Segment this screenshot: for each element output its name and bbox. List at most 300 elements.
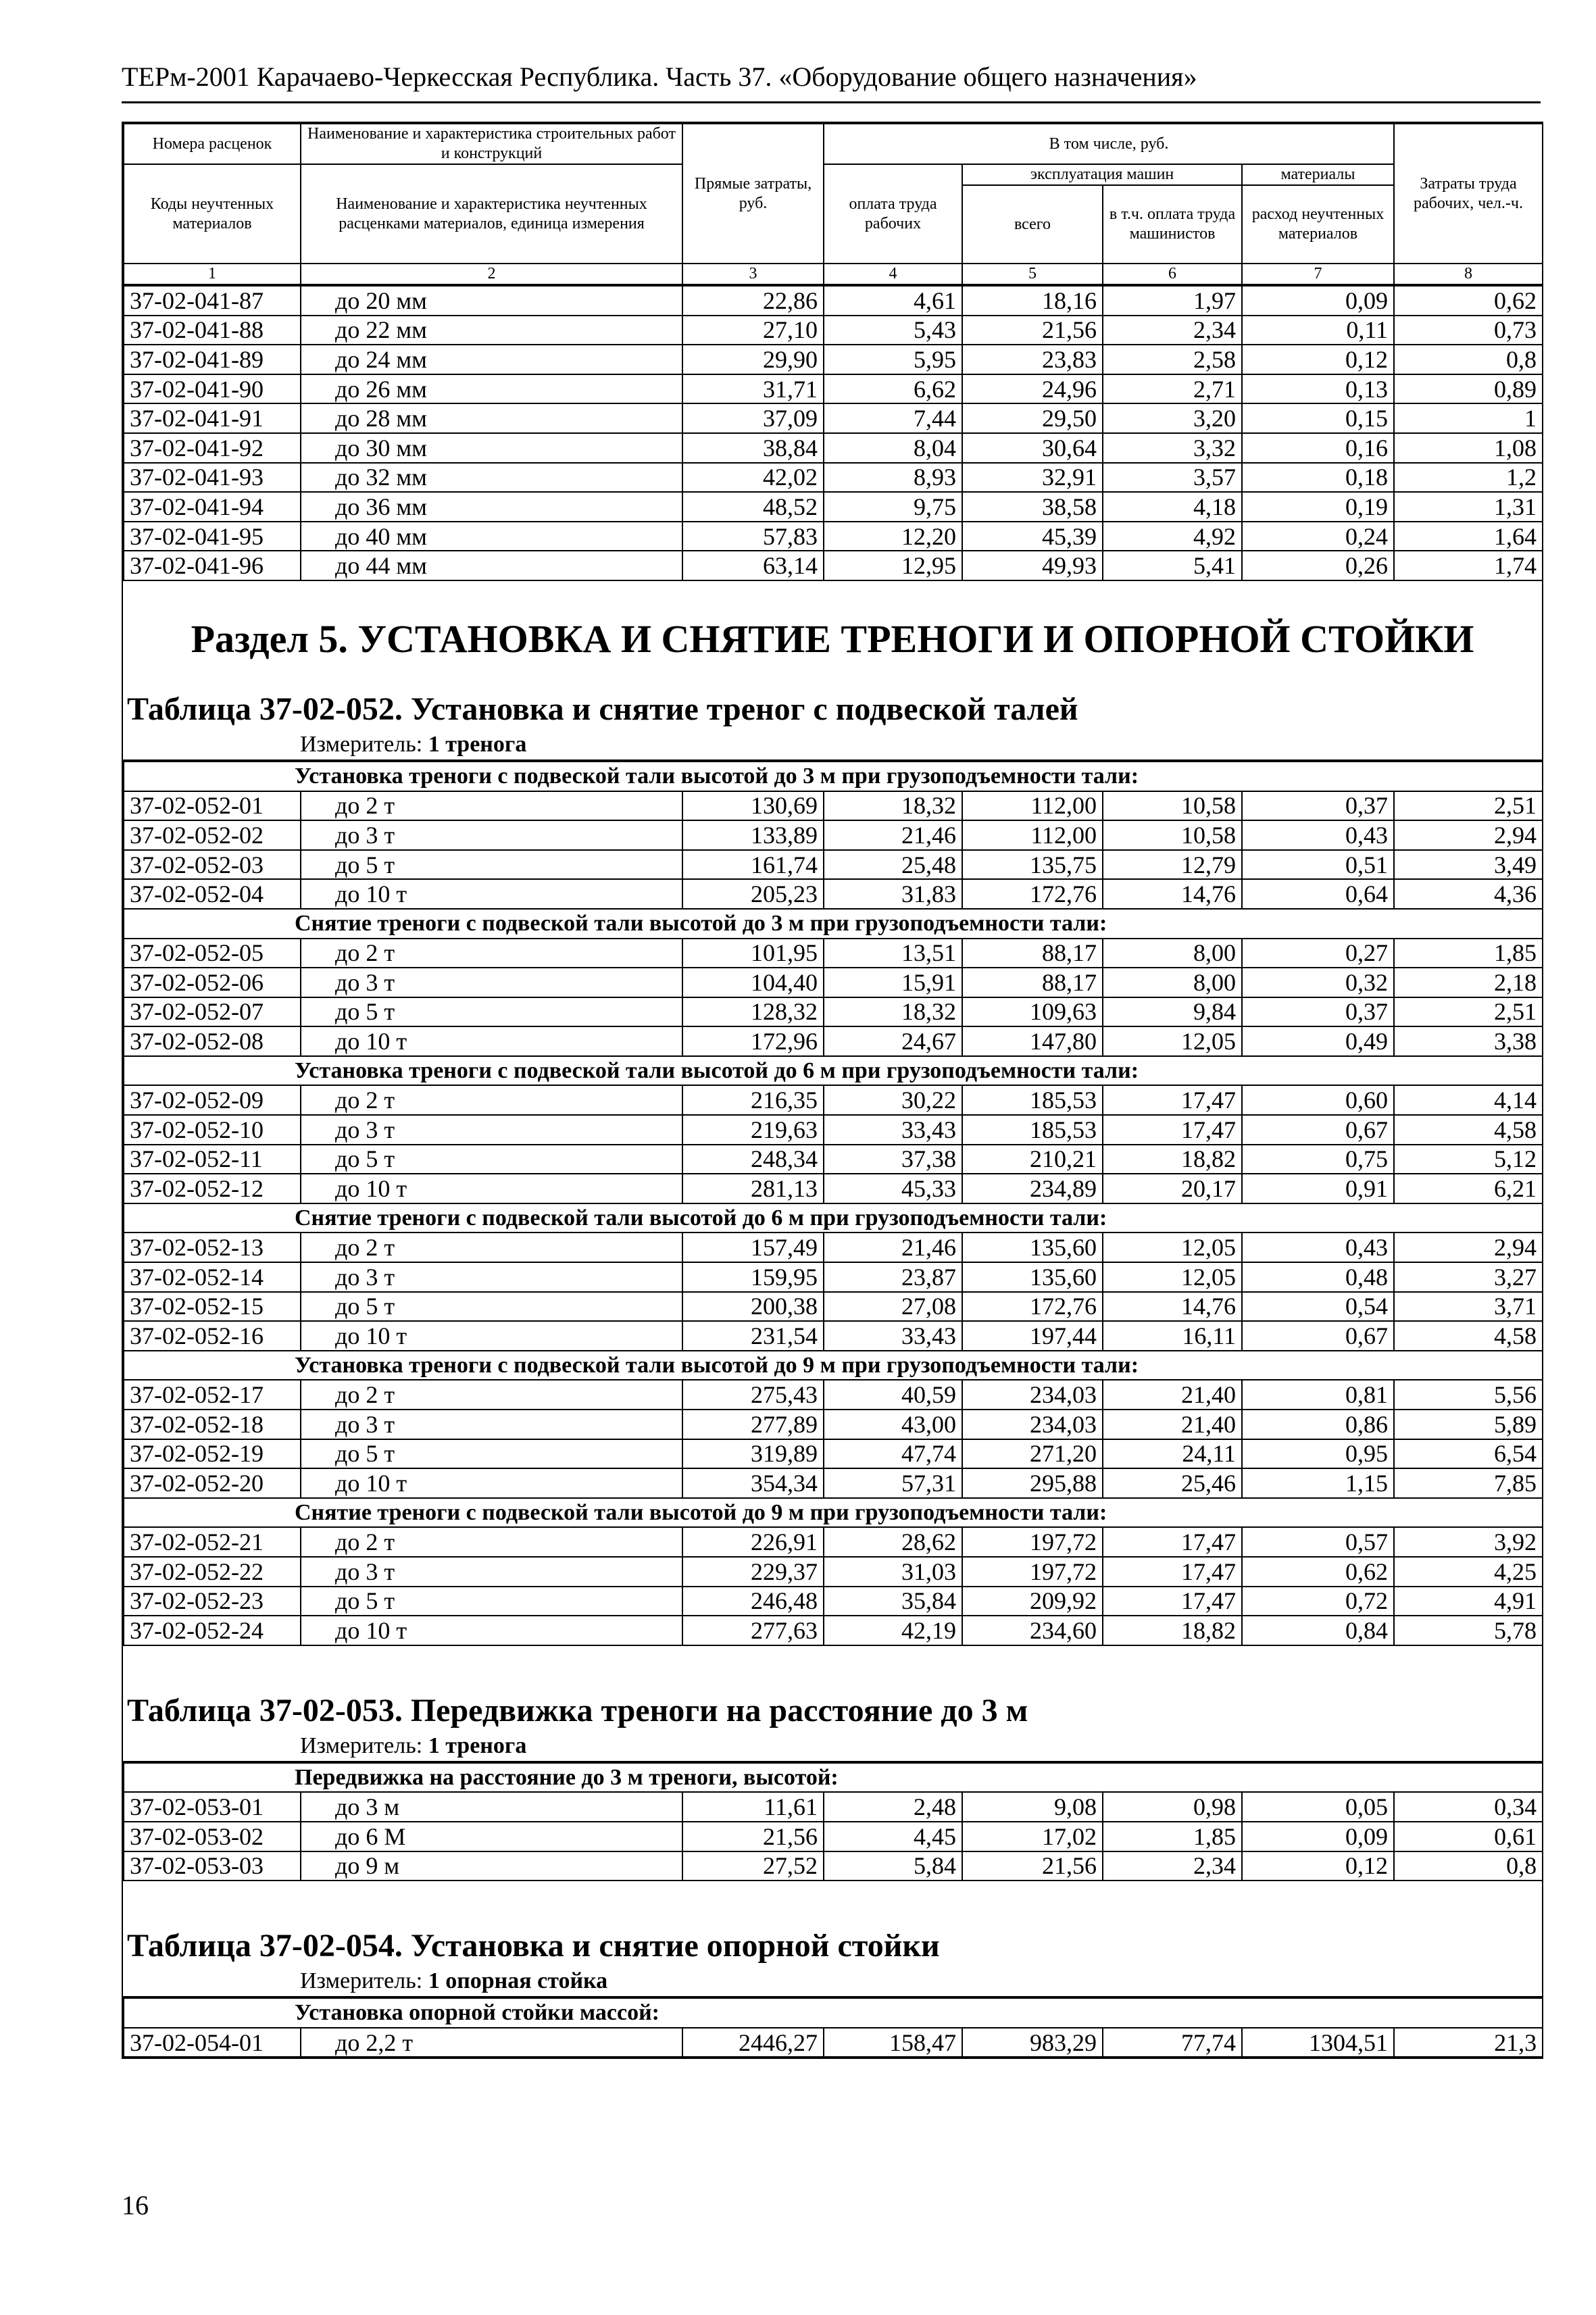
machinist-pay-cell: 18,82: [1103, 1616, 1242, 1645]
work-name-cell: до 10 т: [301, 879, 682, 909]
work-name-cell: до 3 т: [301, 1262, 682, 1292]
direct-costs-cell: 216,35: [682, 1085, 824, 1115]
direct-costs-cell: 11,61: [682, 1792, 824, 1822]
unit-label: Измеритель:: [300, 1733, 428, 1758]
work-name-cell: до 2 т: [301, 791, 682, 821]
column-number: 8: [1394, 264, 1543, 284]
work-name-cell: до 26 мм: [301, 374, 682, 404]
labor-costs-cell: 6,21: [1394, 1174, 1543, 1203]
labor-costs-cell: 5,78: [1394, 1616, 1543, 1645]
rate-code-cell: 37-02-053-02: [124, 1822, 301, 1851]
machinist-pay-cell: 4,18: [1103, 492, 1242, 522]
rate-code-cell: 37-02-052-11: [124, 1145, 301, 1174]
machines-total-cell: 17,02: [962, 1822, 1103, 1851]
materials-use-cell: 1,15: [1242, 1468, 1394, 1498]
column-number: 1: [124, 264, 301, 284]
rate-code-cell: 37-02-052-14: [124, 1262, 301, 1292]
rate-code-cell: 37-02-052-23: [124, 1587, 301, 1616]
machinist-pay-cell: 3,57: [1103, 463, 1242, 493]
group-heading-row: [124, 1203, 1543, 1233]
table-row: [124, 1380, 1543, 1410]
materials-use-cell: 0,18: [1242, 463, 1394, 493]
table-054-unit: [123, 1966, 1542, 1997]
rate-code-cell: 37-02-041-93: [124, 463, 301, 493]
table-row: [124, 1321, 1543, 1351]
worker-pay-cell: 25,48: [824, 850, 962, 880]
direct-costs-cell: 27,10: [682, 316, 824, 345]
worker-pay-cell: 30,22: [824, 1085, 962, 1115]
worker-pay-cell: 27,08: [824, 1292, 962, 1322]
machines-total-cell: 197,44: [962, 1321, 1103, 1351]
machines-total-cell: 32,91: [962, 463, 1103, 493]
rate-code-cell: 37-02-052-18: [124, 1410, 301, 1439]
table-row: [124, 1174, 1543, 1203]
machinist-pay-cell: 1,85: [1103, 1822, 1242, 1851]
materials-use-cell: 0,64: [1242, 879, 1394, 909]
materials-use-cell: 0,86: [1242, 1410, 1394, 1439]
table-row: [124, 492, 1543, 522]
unit-value: 1 тренога: [428, 731, 527, 757]
header-machine-operation: эксплуатация машин: [962, 164, 1242, 185]
machinist-pay-cell: 4,92: [1103, 522, 1242, 551]
table-row: [124, 1616, 1543, 1645]
page-number: 16: [122, 2190, 149, 2220]
table-row: [124, 1439, 1543, 1469]
materials-use-cell: 0,15: [1242, 403, 1394, 433]
work-name-cell: до 2 т: [301, 1380, 682, 1410]
labor-costs-cell: 6,54: [1394, 1439, 1543, 1469]
machinist-pay-cell: 14,76: [1103, 879, 1242, 909]
table-041-rows: [123, 285, 1543, 581]
rate-code-cell: 37-02-052-03: [124, 850, 301, 880]
column-number: 3: [682, 264, 824, 284]
worker-pay-cell: 8,93: [824, 463, 962, 493]
table-row: [124, 551, 1543, 580]
rate-code-cell: 37-02-041-96: [124, 551, 301, 580]
column-number: 2: [301, 264, 682, 284]
machines-total-cell: 185,53: [962, 1115, 1103, 1145]
table-053-body: [124, 1763, 1543, 1881]
machinist-pay-cell: 2,71: [1103, 374, 1242, 404]
materials-use-cell: 0,67: [1242, 1321, 1394, 1351]
machinist-pay-cell: 17,47: [1103, 1587, 1242, 1616]
materials-use-cell: 0,54: [1242, 1292, 1394, 1322]
table-041-body: [124, 286, 1543, 580]
machines-total-cell: 49,93: [962, 551, 1103, 580]
machinist-pay-cell: 17,47: [1103, 1557, 1242, 1587]
work-name-cell: до 9 м: [301, 1851, 682, 1881]
work-name-cell: до 5 т: [301, 1587, 682, 1616]
direct-costs-cell: 157,49: [682, 1233, 824, 1262]
labor-costs-cell: 0,8: [1394, 345, 1543, 374]
machinist-pay-cell: 3,20: [1103, 403, 1242, 433]
materials-use-cell: 0,67: [1242, 1115, 1394, 1145]
machines-total-cell: 9,08: [962, 1792, 1103, 1822]
direct-costs-cell: 101,95: [682, 939, 824, 968]
machinist-pay-cell: 2,58: [1103, 345, 1242, 374]
rate-code-cell: 37-02-041-88: [124, 316, 301, 345]
rate-code-cell: 37-02-052-20: [124, 1468, 301, 1498]
rate-code-cell: 37-02-052-02: [124, 820, 301, 850]
table-row: [124, 316, 1543, 345]
worker-pay-cell: 42,19: [824, 1616, 962, 1645]
group-heading-row: [124, 1763, 1543, 1793]
labor-costs-cell: 1,08: [1394, 433, 1543, 463]
direct-costs-cell: 275,43: [682, 1380, 824, 1410]
labor-costs-cell: 1,85: [1394, 939, 1543, 968]
group-heading-row: [124, 1998, 1543, 2028]
rate-code-cell: 37-02-053-01: [124, 1792, 301, 1822]
work-name-cell: до 24 мм: [301, 345, 682, 374]
machines-total-cell: 983,29: [962, 2028, 1103, 2058]
materials-use-cell: 1304,51: [1242, 2028, 1394, 2058]
table-row: [124, 522, 1543, 551]
worker-pay-cell: 33,43: [824, 1115, 962, 1145]
machines-total-cell: 185,53: [962, 1085, 1103, 1115]
labor-costs-cell: 21,3: [1394, 2028, 1543, 2058]
machines-total-cell: 209,92: [962, 1587, 1103, 1616]
table-row: [124, 1822, 1543, 1851]
labor-costs-cell: 0,89: [1394, 374, 1543, 404]
table-row: [124, 968, 1543, 997]
materials-use-cell: 0,16: [1242, 433, 1394, 463]
group-heading-row: [124, 1498, 1543, 1528]
machines-total-cell: 112,00: [962, 791, 1103, 821]
labor-costs-cell: 1,2: [1394, 463, 1543, 493]
section-title: Раздел 5. УСТАНОВКА И СНЯТИЕ ТРЕНОГИ И ОПОРНОЙ СТОЙКИ: [191, 616, 1474, 661]
work-name-cell: до 5 т: [301, 1145, 682, 1174]
direct-costs-cell: 42,02: [682, 463, 824, 493]
rate-code-cell: 37-02-041-90: [124, 374, 301, 404]
work-name-cell: до 6 М: [301, 1822, 682, 1851]
rate-code-cell: 37-02-041-94: [124, 492, 301, 522]
direct-costs-cell: 277,63: [682, 1616, 824, 1645]
table-row: [124, 1851, 1543, 1881]
machines-total-cell: 295,88: [962, 1468, 1103, 1498]
materials-use-cell: 0,27: [1242, 939, 1394, 968]
machines-total-cell: 135,60: [962, 1262, 1103, 1292]
direct-costs-cell: 229,37: [682, 1557, 824, 1587]
machinist-pay-cell: 8,00: [1103, 968, 1242, 997]
group-heading: Установка треноги с подвеской тали высотой до 6 м при грузоподъемности тали:: [124, 1056, 1543, 1086]
labor-costs-cell: 3,38: [1394, 1026, 1543, 1056]
work-name-cell: до 5 т: [301, 997, 682, 1027]
work-name-cell: до 10 т: [301, 1616, 682, 1645]
table-053: [123, 1762, 1543, 1881]
machines-total-cell: 172,76: [962, 879, 1103, 909]
group-heading: Установка треноги с подвеской тали высотой до 3 м при грузоподъемности тали:: [124, 762, 1543, 791]
machines-total-cell: 21,56: [962, 316, 1103, 345]
group-heading-row: [124, 1351, 1543, 1380]
materials-use-cell: 0,05: [1242, 1792, 1394, 1822]
worker-pay-cell: 43,00: [824, 1410, 962, 1439]
materials-use-cell: 0,09: [1242, 286, 1394, 316]
worker-pay-cell: 24,67: [824, 1026, 962, 1056]
materials-use-cell: 0,43: [1242, 820, 1394, 850]
rate-code-cell: 37-02-052-12: [124, 1174, 301, 1203]
labor-costs-cell: 0,73: [1394, 316, 1543, 345]
table-row: [124, 791, 1543, 821]
direct-costs-cell: 104,40: [682, 968, 824, 997]
materials-use-cell: 0,84: [1242, 1616, 1394, 1645]
machinist-pay-cell: 16,11: [1103, 1321, 1242, 1351]
labor-costs-cell: 2,18: [1394, 968, 1543, 997]
group-heading: Установка треноги с подвеской тали высотой до 9 м при грузоподъемности тали:: [124, 1351, 1543, 1380]
worker-pay-cell: 28,62: [824, 1527, 962, 1557]
rate-code-cell: 37-02-053-03: [124, 1851, 301, 1881]
machinist-pay-cell: 14,76: [1103, 1292, 1242, 1322]
machinist-pay-cell: 12,05: [1103, 1262, 1242, 1292]
rate-code-cell: 37-02-041-87: [124, 286, 301, 316]
materials-use-cell: 0,48: [1242, 1262, 1394, 1292]
machines-total-cell: 88,17: [962, 939, 1103, 968]
machines-total-cell: 197,72: [962, 1527, 1103, 1557]
labor-costs-cell: 3,71: [1394, 1292, 1543, 1322]
header-material-codes: Коды неучтенных материалов: [124, 164, 301, 264]
rate-code-cell: 37-02-052-13: [124, 1233, 301, 1262]
header-materials: материалы: [1242, 164, 1394, 185]
machinist-pay-cell: 12,79: [1103, 850, 1242, 880]
work-name-cell: до 2 т: [301, 1233, 682, 1262]
worker-pay-cell: 9,75: [824, 492, 962, 522]
machines-total-cell: 18,16: [962, 286, 1103, 316]
work-name-cell: до 5 т: [301, 1439, 682, 1469]
machinist-pay-cell: 10,58: [1103, 820, 1242, 850]
rate-code-cell: 37-02-052-05: [124, 939, 301, 968]
direct-costs-cell: 31,71: [682, 374, 824, 404]
header-machines-total: всего: [962, 185, 1103, 264]
materials-use-cell: 0,57: [1242, 1527, 1394, 1557]
table-row: [124, 1792, 1543, 1822]
labor-costs-cell: 5,12: [1394, 1145, 1543, 1174]
labor-costs-cell: 1,31: [1394, 492, 1543, 522]
machines-total-cell: 271,20: [962, 1439, 1103, 1469]
labor-costs-cell: 4,25: [1394, 1557, 1543, 1587]
worker-pay-cell: 21,46: [824, 820, 962, 850]
rate-code-cell: 37-02-052-01: [124, 791, 301, 821]
table-052-title: Таблица 37-02-052. Установка и снятие треног с подвеской талей: [127, 691, 1078, 727]
worker-pay-cell: 158,47: [824, 2028, 962, 2058]
work-name-cell: до 44 мм: [301, 551, 682, 580]
labor-costs-cell: 1: [1394, 403, 1543, 433]
work-name-cell: до 3 т: [301, 820, 682, 850]
header-unaccounted-materials: расход неучтенных материалов: [1242, 185, 1394, 264]
header-machinist-pay: в т.ч. оплата труда машинистов: [1103, 185, 1242, 264]
table-row: [124, 1145, 1543, 1174]
header-work-name: Наименование и характеристика строительных работ и конструкций: [301, 124, 682, 164]
direct-costs-cell: 57,83: [682, 522, 824, 551]
machines-total-cell: 172,76: [962, 1292, 1103, 1322]
labor-costs-cell: 4,14: [1394, 1085, 1543, 1115]
table-row: [124, 850, 1543, 880]
header-including: В том числе, руб.: [824, 124, 1394, 164]
rate-code-cell: 37-02-052-09: [124, 1085, 301, 1115]
direct-costs-cell: 246,48: [682, 1587, 824, 1616]
rate-code-cell: 37-02-052-21: [124, 1527, 301, 1557]
direct-costs-cell: 354,34: [682, 1468, 824, 1498]
machines-total-cell: 234,60: [962, 1616, 1103, 1645]
work-name-cell: до 3 м: [301, 1792, 682, 1822]
header-material-name: Наименование и характеристика неучтенных расценками материалов, единица измерения: [301, 164, 682, 264]
materials-use-cell: 0,12: [1242, 345, 1394, 374]
table-row: [124, 345, 1543, 374]
work-name-cell: до 3 т: [301, 1115, 682, 1145]
worker-pay-cell: 4,45: [824, 1822, 962, 1851]
materials-use-cell: 0,62: [1242, 1557, 1394, 1587]
materials-use-cell: 0,51: [1242, 850, 1394, 880]
machines-total-cell: 29,50: [962, 403, 1103, 433]
table-row: [124, 463, 1543, 493]
table-row: [124, 1587, 1543, 1616]
rate-code-cell: 37-02-052-06: [124, 968, 301, 997]
materials-use-cell: 0,49: [1242, 1026, 1394, 1056]
labor-costs-cell: 4,36: [1394, 879, 1543, 909]
direct-costs-cell: 161,74: [682, 850, 824, 880]
unit-value: 1 опорная стойка: [428, 1968, 608, 1994]
machines-total-cell: 147,80: [962, 1026, 1103, 1056]
direct-costs-cell: 172,96: [682, 1026, 824, 1056]
worker-pay-cell: 12,20: [824, 522, 962, 551]
machinist-pay-cell: 77,74: [1103, 2028, 1242, 2058]
table-053-title: Таблица 37-02-053. Передвижка треноги на расстояние до 3 м: [127, 1692, 1028, 1728]
worker-pay-cell: 21,46: [824, 1233, 962, 1262]
rate-code-cell: 37-02-052-17: [124, 1380, 301, 1410]
group-heading: Снятие треноги с подвеской тали высотой до 9 м при грузоподъемности тали:: [124, 1498, 1543, 1528]
direct-costs-cell: 22,86: [682, 286, 824, 316]
worker-pay-cell: 5,95: [824, 345, 962, 374]
machinist-pay-cell: 12,05: [1103, 1026, 1242, 1056]
labor-costs-cell: 4,58: [1394, 1321, 1543, 1351]
rate-code-cell: 37-02-052-04: [124, 879, 301, 909]
labor-costs-cell: 3,27: [1394, 1262, 1543, 1292]
machinist-pay-cell: 10,58: [1103, 791, 1242, 821]
machinist-pay-cell: 2,34: [1103, 1851, 1242, 1881]
machinist-pay-cell: 21,40: [1103, 1380, 1242, 1410]
labor-costs-cell: 2,51: [1394, 997, 1543, 1027]
table-row: [124, 1085, 1543, 1115]
direct-costs-cell: 63,14: [682, 551, 824, 580]
table-row: [124, 2028, 1543, 2058]
machines-total-cell: 234,89: [962, 1174, 1103, 1203]
machinist-pay-cell: 18,82: [1103, 1145, 1242, 1174]
rate-code-cell: 37-02-041-95: [124, 522, 301, 551]
header-direct-costs: Прямые затраты, руб.: [682, 124, 824, 264]
machinist-pay-cell: 9,84: [1103, 997, 1242, 1027]
worker-pay-cell: 8,04: [824, 433, 962, 463]
column-number: 6: [1103, 264, 1242, 284]
work-name-cell: до 2 т: [301, 1085, 682, 1115]
machines-total-cell: 210,21: [962, 1145, 1103, 1174]
machines-total-cell: 197,72: [962, 1557, 1103, 1587]
machines-total-cell: 112,00: [962, 820, 1103, 850]
materials-use-cell: 0,24: [1242, 522, 1394, 551]
group-heading: Установка опорной стойки массой:: [124, 1998, 1543, 2028]
work-name-cell: до 40 мм: [301, 522, 682, 551]
machines-total-cell: 38,58: [962, 492, 1103, 522]
worker-pay-cell: 6,62: [824, 374, 962, 404]
worker-pay-cell: 5,43: [824, 316, 962, 345]
unit-label: Измеритель:: [300, 1968, 428, 1994]
table-row: [124, 433, 1543, 463]
machines-total-cell: 21,56: [962, 1851, 1103, 1881]
worker-pay-cell: 31,83: [824, 879, 962, 909]
machines-total-cell: 135,60: [962, 1233, 1103, 1262]
work-name-cell: до 5 т: [301, 1292, 682, 1322]
direct-costs-cell: 38,84: [682, 433, 824, 463]
machinist-pay-cell: 3,32: [1103, 433, 1242, 463]
machinist-pay-cell: 21,40: [1103, 1410, 1242, 1439]
table-row: [124, 879, 1543, 909]
table-054-body: [124, 1998, 1543, 2057]
worker-pay-cell: 23,87: [824, 1262, 962, 1292]
table-row: [124, 939, 1543, 968]
rates-document: [122, 122, 1543, 2059]
table-054-title: Таблица 37-02-054. Установка и снятие опорной стойки: [127, 1928, 940, 1964]
materials-use-cell: 0,37: [1242, 791, 1394, 821]
materials-use-cell: 0,72: [1242, 1587, 1394, 1616]
materials-use-cell: 0,26: [1242, 551, 1394, 580]
materials-use-cell: 0,81: [1242, 1380, 1394, 1410]
worker-pay-cell: 37,38: [824, 1145, 962, 1174]
work-name-cell: до 3 т: [301, 1410, 682, 1439]
labor-costs-cell: 1,74: [1394, 551, 1543, 580]
materials-use-cell: 0,60: [1242, 1085, 1394, 1115]
direct-costs-cell: 200,38: [682, 1292, 824, 1322]
direct-costs-cell: 37,09: [682, 403, 824, 433]
rate-code-cell: 37-02-052-07: [124, 997, 301, 1027]
machinist-pay-cell: 0,98: [1103, 1792, 1242, 1822]
direct-costs-cell: 29,90: [682, 345, 824, 374]
direct-costs-cell: 159,95: [682, 1262, 824, 1292]
rate-code-cell: 37-02-041-89: [124, 345, 301, 374]
work-name-cell: до 30 мм: [301, 433, 682, 463]
work-name-cell: до 2 т: [301, 1527, 682, 1557]
machines-total-cell: 45,39: [962, 522, 1103, 551]
worker-pay-cell: 5,84: [824, 1851, 962, 1881]
materials-use-cell: 0,12: [1242, 1851, 1394, 1881]
labor-costs-cell: 2,94: [1394, 1233, 1543, 1262]
labor-costs-cell: 0,34: [1394, 1792, 1543, 1822]
table-row: [124, 1026, 1543, 1056]
machines-total-cell: 23,83: [962, 345, 1103, 374]
unit-label: Измеритель:: [300, 731, 428, 757]
labor-costs-cell: 4,91: [1394, 1587, 1543, 1616]
machines-total-cell: 135,75: [962, 850, 1103, 880]
worker-pay-cell: 31,03: [824, 1557, 962, 1587]
table-054: [123, 1997, 1543, 2058]
rate-code-cell: 37-02-052-19: [124, 1439, 301, 1469]
worker-pay-cell: 47,74: [824, 1439, 962, 1469]
work-name-cell: до 3 т: [301, 968, 682, 997]
table-row: [124, 286, 1543, 316]
header-labor-costs: Затраты труда рабочих, чел.-ч.: [1394, 124, 1543, 264]
table-row: [124, 1468, 1543, 1498]
work-name-cell: до 10 т: [301, 1321, 682, 1351]
header-worker-pay: оплата труда рабочих: [824, 164, 962, 264]
rate-code-cell: 37-02-052-15: [124, 1292, 301, 1322]
labor-costs-cell: 0,8: [1394, 1851, 1543, 1881]
direct-costs-cell: 205,23: [682, 879, 824, 909]
direct-costs-cell: 219,63: [682, 1115, 824, 1145]
spacer: [123, 1646, 1542, 1680]
machinist-pay-cell: 5,41: [1103, 551, 1242, 580]
rate-code-cell: 37-02-052-24: [124, 1616, 301, 1645]
worker-pay-cell: 7,44: [824, 403, 962, 433]
machines-total-cell: 234,03: [962, 1410, 1103, 1439]
rate-code-cell: 37-02-052-16: [124, 1321, 301, 1351]
rate-code-cell: 37-02-052-08: [124, 1026, 301, 1056]
direct-costs-cell: 248,34: [682, 1145, 824, 1174]
